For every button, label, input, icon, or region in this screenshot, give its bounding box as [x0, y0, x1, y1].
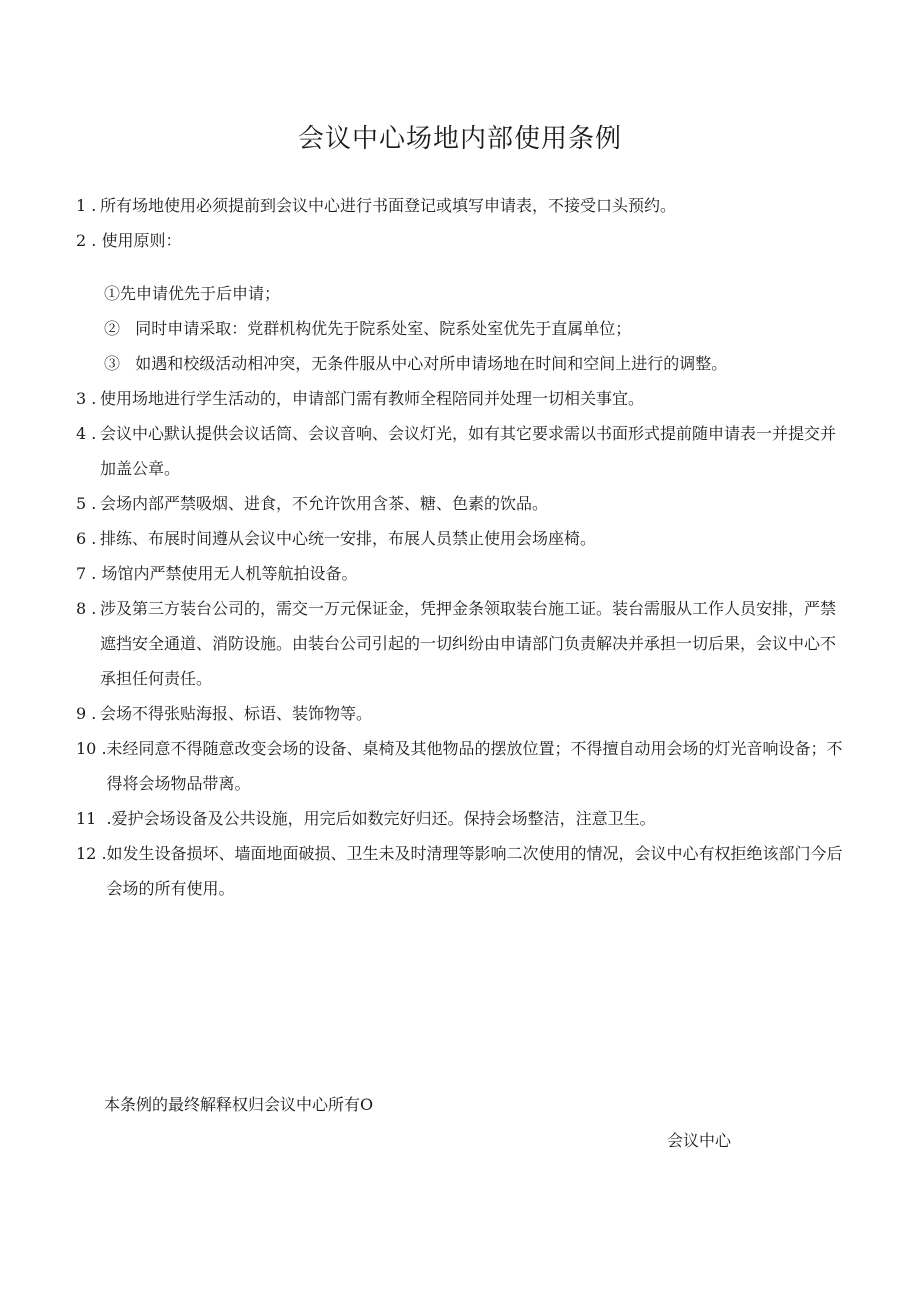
principle-text: 先申请优先于后申请； [120, 284, 281, 303]
principle-marker: ② [104, 319, 136, 338]
rule-number: 2 [76, 231, 87, 250]
rule-text: 排练、布展时间遵从会议中心统一安排，布展人员禁止使用会场座椅。 [100, 529, 597, 548]
rule-number: 6 [76, 529, 87, 548]
rule-item [76, 556, 846, 591]
principle-marker: ③ [104, 354, 136, 373]
principle-item [76, 276, 846, 311]
rule-text: 所有场地使用必须提前到会议中心进行书面登记或填写申请表，不接受口头预约。 [100, 196, 677, 215]
rule-separator: . [86, 704, 97, 723]
rule-number: 8 [76, 599, 87, 618]
rule-item [76, 731, 846, 801]
rule-separator: . [86, 494, 97, 513]
rule-number: 5 [76, 494, 87, 513]
rule-separator: . [96, 739, 107, 758]
principle-text: 如遇和校级活动相冲突，无条件服从中心对所申请场地在时间和空间上进行的调整。 [135, 354, 728, 373]
rule-text: 场馆内严禁使用无人机等航拍设备。 [101, 564, 358, 583]
rule-text: 会议中心默认提供会议话筒、会议音响、会议灯光，如有其它要求需以书面形式提前随申请表一并提交并加盖公章。 [100, 424, 837, 478]
rule-separator: . [86, 389, 97, 408]
rule-number: 3 [76, 389, 87, 408]
rule-text: 使用场地进行学生活动的，申请部门需有教师全程陪同并处理一切相关事宜。 [100, 389, 645, 408]
principle-marker: ① [104, 284, 121, 303]
principle-item [76, 311, 846, 346]
rule-separator: . [86, 529, 97, 548]
document-title: 会议中心场地内部使用条例 [297, 124, 622, 154]
rule-item [76, 801, 846, 836]
interpretation-note: 本条例的最终解释权归会议中心所有O [104, 1095, 374, 1114]
rule-separator: . [96, 809, 112, 828]
rule-item [76, 486, 846, 521]
rule-number: 9 [76, 704, 87, 723]
rules-list [76, 188, 846, 906]
rule-item [76, 696, 846, 731]
rule-text: 会场内部严禁吸烟、进食，不允许饮用含茶、糖、色素的饮品。 [100, 494, 549, 513]
principle-item [76, 346, 846, 381]
rule-item [76, 591, 846, 696]
rule-number: 4 [76, 424, 87, 443]
rule-separator: . [86, 564, 102, 583]
rule-item [76, 836, 846, 906]
rule-separator: . [86, 424, 97, 443]
rule-text: 未经同意不得随意改变会场的设备、桌椅及其他物品的摆放位置；不得擅自动用会场的灯光音响设备；不得将会场物品带离。 [106, 739, 843, 793]
rule-separator: . [86, 599, 97, 618]
rule-text: 涉及第三方装台公司的，需交一万元保证金，凭押金条领取装台施工证。装台需服从工作人员安排，严禁遮挡安全通道、消防设施。由装台公司引起的一切纠纷由申请部门负责解决并承担一切后果，会议中心不承担任何责任。 [100, 599, 837, 688]
rule-text: 爱护会场设备及公共设施，用完后如数完好归还。保持会场整洁，注意卫生。 [111, 809, 656, 828]
rule-separator: . [96, 844, 107, 863]
rule-text: 如发生设备损坏、墙面地面破损、卫生未及时清理等影响二次使用的情况，会议中心有权拒绝该部门今后会场的所有使用。 [106, 844, 843, 898]
rule-number: 1 [76, 196, 87, 215]
rule-item [76, 381, 846, 416]
rule-number: 12 [76, 844, 97, 863]
rule-separator: . [86, 196, 97, 215]
rule-item [76, 416, 846, 486]
rule-item [76, 521, 846, 556]
rule-item [76, 188, 846, 223]
signature: 会议中心 [667, 1131, 732, 1150]
rule-number: 7 [76, 564, 87, 583]
rule-text: 会场不得张贴海报、标语、装饰物等。 [100, 704, 373, 723]
rule-separator: . [86, 231, 102, 250]
rule-item [76, 223, 846, 258]
rule-text: 使用原则： [101, 231, 182, 250]
principle-text: 同时申请采取：党群机构优先于院系处室、院系处室优先于直属单位； [135, 319, 632, 338]
rule-number: 10 [76, 739, 97, 758]
rule-number: 11 [76, 809, 97, 828]
